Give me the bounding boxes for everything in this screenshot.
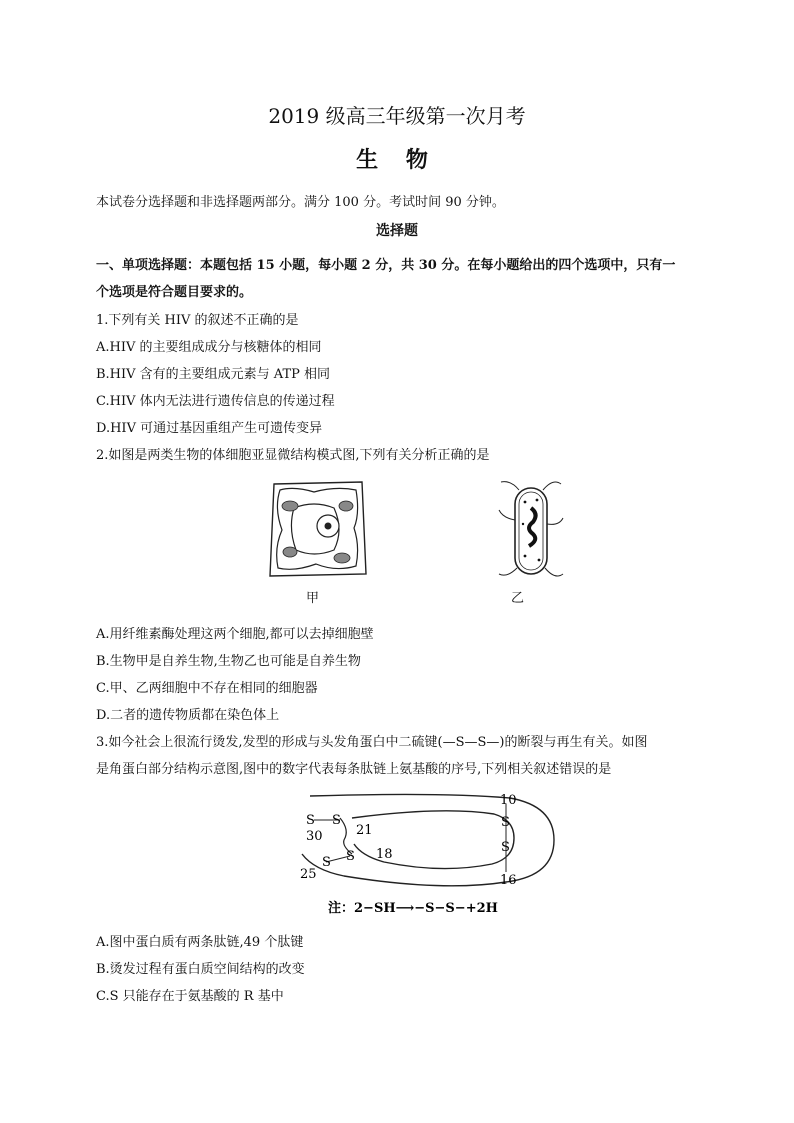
residue-label-16: 16 [500,873,517,888]
exam-intro: 本试卷分选择题和非选择题两部分。满分 100 分。考试时间 90 分钟。 [96,195,505,210]
q1-option-a: A.HIV 的主要组成成分与核糖体的相同 [96,340,322,355]
sulfur-label: S [322,855,331,870]
q1-option-b: B.HIV 含有的主要组成元素与 ATP 相同 [96,367,331,382]
sulfur-label: S [306,813,315,828]
subject-title: 生 物 [356,147,438,173]
bacterium-figure [495,474,567,584]
sulfur-label: S [501,815,510,830]
q1-option-d: D.HIV 可通过基因重组产生可遗传变异 [96,421,323,436]
residue-label-21: 21 [356,823,373,838]
q2-option-b: B.生物甲是自养生物,生物乙也可能是自养生物 [96,654,361,669]
q3-option-c: C.S 只能存在于氨基酸的 R 基中 [96,989,284,1004]
section-heading: 选择题 [376,223,418,239]
residue-label-18: 18 [376,847,393,862]
sulfur-label: S [332,813,341,828]
part-one-instructions-line1: 一、单项选择题：本题包括 15 小题，每小题 2 分，共 30 分。在每小题给出的四个选项中，只有一 [96,258,676,273]
exam-title: 2019 级高三年级第一次月考 [268,104,526,128]
figure-label-yi: 乙 [511,591,525,606]
figure-note: 注：2−SH⟶−S−S−+2H [328,901,498,916]
q2-stem: 2.如图是两类生物的体细胞亚显微结构模式图,下列有关分析正确的是 [96,448,490,463]
q3-option-a: A.图中蛋白质有两条肽链,49 个肽键 [96,935,304,950]
plant-cell-figure [264,478,372,580]
q2-option-c: C.甲、乙两细胞中不存在相同的细胞器 [96,681,318,696]
residue-label-25: 25 [300,867,317,882]
part-one-instructions-line2: 个选项是符合题目要求的。 [96,285,253,300]
q3-option-b: B.烫发过程有蛋白质空间结构的改变 [96,962,305,977]
residue-label-10: 10 [500,793,517,808]
residue-label-30: 30 [306,829,323,844]
sulfur-label: S [501,840,510,855]
q2-option-d: D.二者的遗传物质都在染色体上 [96,708,280,723]
figure-label-jia: 甲 [306,591,320,606]
q1-stem: 1.下列有关 HIV 的叙述不正确的是 [96,313,299,328]
q1-option-c: C.HIV 体内无法进行遗传信息的传递过程 [96,394,335,409]
q3-stem-line1: 3.如今社会上很流行烫发,发型的形成与头发角蛋白中二硫键(—S—S—)的断裂与再生有关。如图 [96,735,648,750]
sulfur-label: S [346,849,355,864]
q3-stem-line2: 是角蛋白部分结构示意图,图中的数字代表每条肽链上氨基酸的序号,下列相关叙述错误的是 [96,762,612,777]
keratin-structure-figure [292,788,572,920]
q2-option-a: A.用纤维素酶处理这两个细胞,都可以去掉细胞壁 [96,627,374,642]
